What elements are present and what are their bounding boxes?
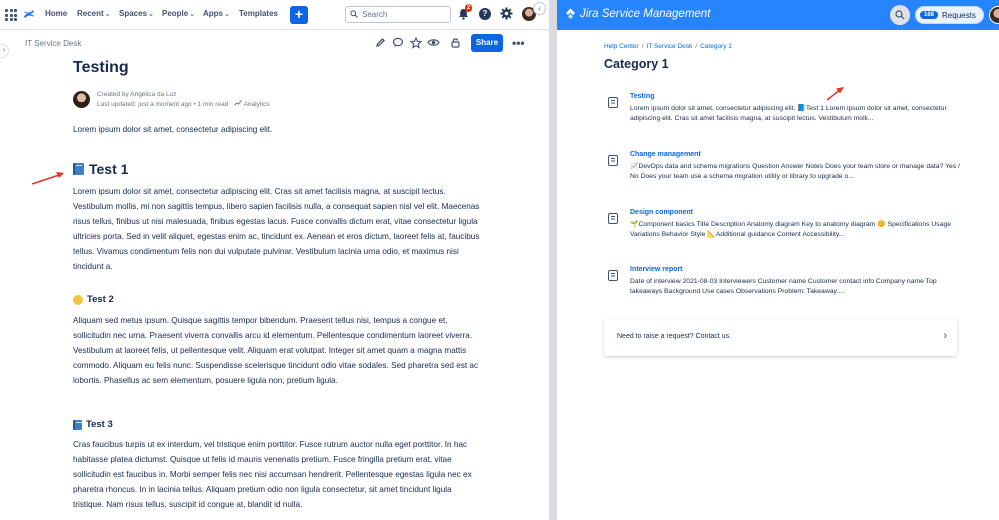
more-actions-button[interactable]: ••• <box>512 36 525 50</box>
crumb-it-service-desk[interactable]: IT Service Desk <box>646 43 693 50</box>
top-navigation <box>0 0 549 30</box>
annotation-arrow <box>30 168 66 186</box>
crumb-separator: / <box>641 43 644 50</box>
author-avatar[interactable] <box>73 91 90 108</box>
test-1-paragraph: Lorem ipsum dolor sit amet, consectetur adipiscing elit. Cras sit amet facilisis magna, at suscipit lectus. Vestibulum mollis, mi non sagittis tempus, libero sapien facilisis nulla, a consequat sapien nisl vel elit. Maecenas risus tellus, finibus ut nisi malesuada, finibus egestas lacus. Fusce convallis dictum erat, vitae consectetur ligula ultricies porta. Sed in velit aliquet, egestas enim ac, tincidunt ex. Aenean et eros dictum, laoreet felis at, faucibus tellus. Vivamus condimentum felis non dui vulputate pulvinar. Vestibulum lacinia urna odio, et maximus nisi tincidunt a. <box>73 187 480 271</box>
search-input[interactable] <box>345 6 451 23</box>
watch-icon[interactable] <box>427 37 440 48</box>
comment-icon[interactable] <box>392 37 404 48</box>
article-icon <box>608 155 618 166</box>
nav-recent[interactable] <box>77 9 111 18</box>
nav-people-label: People <box>162 9 189 18</box>
collapse-panel-button[interactable]: ‹ <box>533 2 546 15</box>
article-snippet: 📈DevOps data and schema migrations Question Answer Notes Does your team store or manage data? Yes / No Does your team use a schema migration utility or library to upgrade o... <box>630 163 960 180</box>
byline <box>97 90 270 110</box>
requests-button[interactable] <box>915 6 984 24</box>
analytics-icon <box>234 100 242 106</box>
portal-header <box>557 0 999 30</box>
analytics-label: Analytics <box>243 101 270 108</box>
contact-us-card[interactable] <box>604 319 957 356</box>
article-title[interactable]: Interview report <box>630 266 683 273</box>
confluence-logo-icon[interactable] <box>23 8 35 20</box>
portal-search-button[interactable] <box>890 5 910 25</box>
article-icon <box>608 97 618 108</box>
read-time: 1 min read <box>197 101 229 108</box>
article-item[interactable] <box>604 209 961 243</box>
heading-test-2 <box>73 294 114 305</box>
created-by[interactable]: Created by Angelica da Luz <box>97 91 177 98</box>
expand-sidebar-button[interactable]: › <box>0 44 9 58</box>
jira-logo-icon <box>565 8 576 20</box>
page-title: Testing <box>73 59 129 76</box>
heading-test-2-text: Test 2 <box>87 294 114 305</box>
intro-paragraph: Lorem ipsum dolor sit amet, consectetur adipiscing elit. <box>73 125 273 134</box>
edit-icon[interactable] <box>375 37 386 48</box>
blue-book-icon <box>73 420 82 430</box>
heading-test-1-text: Test 1 <box>89 161 129 177</box>
brand-name: Jira Service Management <box>580 8 711 20</box>
nav-templates[interactable]: Templates <box>239 9 278 18</box>
chevron-down-icon: ⌄ <box>189 11 196 18</box>
dot-separator: • <box>193 101 198 108</box>
annotation-arrow <box>824 85 846 103</box>
analytics-link[interactable] <box>234 101 269 108</box>
nav-apps[interactable] <box>203 9 230 18</box>
crumb-category-1[interactable]: Category 1 <box>700 43 732 50</box>
nav-apps-label: Apps <box>203 9 223 18</box>
thinking-face-icon <box>73 295 83 305</box>
search-icon <box>350 10 358 18</box>
heading-test-1 <box>73 161 128 177</box>
article-title[interactable]: Testing <box>630 93 655 100</box>
test-2-paragraph: Aliquam sed metus ipsum. Quisque sagittis tempor bibendum. Praesent tellus nisi, tempus a congue et, sollicitudin nec urna. Praesent viverra convallis arcu id elementum. Pellentesque condimentum laoreet viverra. Vestibulum at laoreet felis, ut pellentesque velit. Aliquam erat volutpat. Integer sit amet quam a magna mattis commodo. Aliquam eu felis nunc. Suspendisse scelerisque tincidunt odio vitae sodales. Sed pharetra sed est ac lobortis. Phasellus ac sem elementum, posuere ligula non, pretium ligula. <box>73 316 479 385</box>
article-snippet: Date of interview 2021-08-03 Interviewers Customer name Customer contact info Company name Top takeaways Background Use cases Observations Problem: Takeaway:... <box>630 278 937 295</box>
chevron-down-icon: ⌄ <box>224 11 230 18</box>
help-icon[interactable]: ? <box>479 8 491 20</box>
requests-label: Requests <box>942 10 976 20</box>
star-icon[interactable] <box>410 37 422 49</box>
breadcrumb[interactable]: IT Service Desk <box>25 39 82 48</box>
nav-home[interactable]: Home <box>45 9 68 18</box>
jsm-logo[interactable] <box>565 8 710 20</box>
jsm-portal-window <box>557 0 999 520</box>
nav-recent-label: Recent <box>77 9 104 18</box>
requests-count-badge: 168 <box>920 11 938 19</box>
chevron-right-icon: › <box>943 330 947 342</box>
search-icon <box>895 10 905 20</box>
article-title[interactable]: Design component <box>630 209 694 216</box>
heading-test-3 <box>73 419 113 430</box>
article-item[interactable] <box>604 151 961 185</box>
article-snippet: 🌱Component basics Title Description Anatomy diagram Key to anatomy diagram 😊 Specifications Usage Variations Behavior Style 📐Additional guidance Content Accessibility... <box>630 221 952 238</box>
heading-test-3-text: Test 3 <box>86 419 113 430</box>
last-updated: Last updated: just a moment ago <box>97 101 192 108</box>
user-avatar[interactable] <box>989 6 999 24</box>
create-button[interactable]: + <box>290 6 308 24</box>
category-title: Category 1 <box>604 57 669 71</box>
article-snippet: Lorem ipsum dolor sit amet, consectetur adipiscing elit. 📘Test 1 Lorem ipsum dolor sit amet, consectetur adipiscing elit. Cras sit amet facilisis magna, at suscipit lectus. Vestibulum molli... <box>630 105 947 122</box>
contact-us-text: Need to raise a request? Contact us. <box>617 333 732 340</box>
test-3-paragraph: Cras faucibus turpis ut ex interdum, vel tristique enim porttitor. Fusce rutrum auctor nulla eget porttitor. In hac habitasse platea dictumst. Quisque ut felis id mauris venenatis pretium. Fusce fringilla pretium erat, vitae sollicitudin est faucibus in. Morbi semper felis nec nisi accumsan hendrerit. Pellentesque egestas ligula nec ex pharetra rhoncus. In in lacinia tellus. Aliquam pretium odio non ligula consectetur, sit amet tincidunt ligula tristique. Nam risus tellus, suscipit id congue at, blandit id nulla. <box>73 440 472 509</box>
crumb-separator: / <box>695 43 698 50</box>
chevron-down-icon: ⌄ <box>148 11 154 18</box>
share-button[interactable]: Share <box>471 34 503 52</box>
article-item[interactable] <box>604 266 961 300</box>
article-icon <box>608 213 618 224</box>
chevron-down-icon: ⌄ <box>104 11 111 18</box>
article-item[interactable] <box>604 93 961 127</box>
nav-spaces[interactable] <box>119 9 154 18</box>
restrictions-icon[interactable] <box>450 37 461 48</box>
crumb-help-center[interactable]: Help Center <box>604 43 639 50</box>
article-title[interactable]: Change management <box>630 151 701 158</box>
nav-people[interactable] <box>162 9 195 18</box>
portal-breadcrumb <box>604 43 732 50</box>
app-switcher-icon[interactable] <box>5 9 17 21</box>
window-divider <box>549 0 557 520</box>
notification-badge: 2 <box>467 5 471 11</box>
blue-book-icon <box>73 163 84 175</box>
nav-spaces-label: Spaces <box>119 9 148 18</box>
gear-icon[interactable] <box>500 7 513 20</box>
search-placeholder: Search <box>362 10 388 19</box>
article-icon <box>608 270 618 281</box>
